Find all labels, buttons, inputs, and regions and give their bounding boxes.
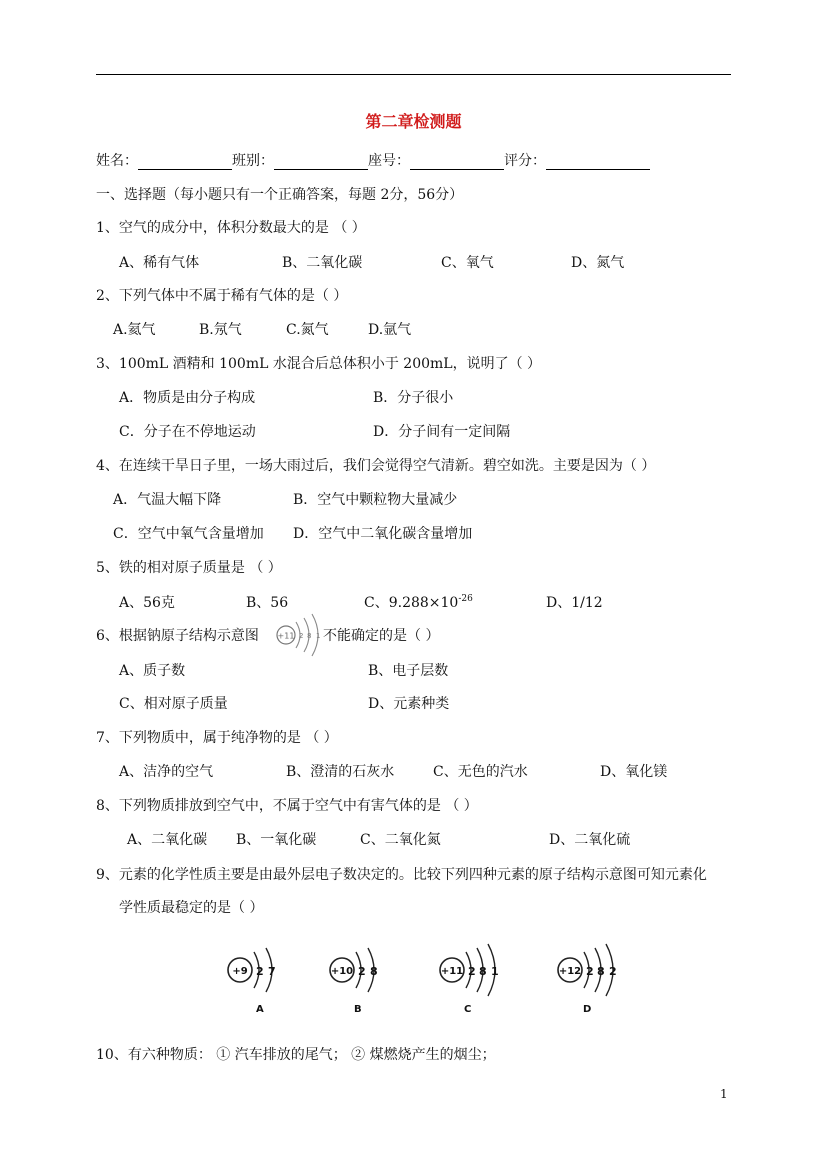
q7-option-b: B、澄清的石灰水 (286, 764, 395, 780)
q6-option-c: C、相对原子质量 (119, 696, 228, 712)
q5-option-b: B、56 (246, 595, 289, 611)
q6-option-a: A、质子数 (119, 663, 186, 679)
q8-option-c: C、二氧化氮 (360, 832, 441, 848)
atom-diagram-a (222, 940, 312, 1020)
q5-option-c (364, 594, 473, 612)
atom-c-shell-2-count: 8 (479, 965, 487, 978)
sodium-atom-diagram (274, 612, 326, 658)
atom-d-shell-2-count: 8 (597, 965, 605, 978)
atom-d-shell-3-count: 2 (609, 965, 617, 978)
q1-option-b: B、二氧化碳 (282, 255, 363, 271)
q2-option-a: A.氦气 (113, 322, 156, 338)
q2-option-c: C.氮气 (286, 322, 329, 338)
sodium-nucleus-label: +11 (277, 631, 295, 641)
atom-c-nucleus-label: +11 (440, 966, 464, 977)
question-10-stem: 10、有六种物质： ① 汽车排放的尾气； ② 煤燃烧产生的烟尘； (96, 1047, 496, 1063)
q4-option-a: A．气温大幅下降 (113, 492, 222, 508)
sodium-shell-3-count: 1 (316, 632, 321, 640)
name-blank[interactable] (138, 155, 232, 170)
q5-option-c-exponent: -26 (458, 594, 473, 604)
q5-option-a: A、56克 (119, 595, 175, 611)
section-header: 一、选择题（每小题只有一个正确答案，每题 2分，56分） (96, 187, 464, 203)
question-7-stem: 7、下列物质中，属于纯净物的是 （ ） (96, 730, 338, 746)
question-8-stem: 8、下列物质排放到空气中，不属于空气中有害气体的是 （ ） (96, 798, 478, 814)
score-blank[interactable] (546, 155, 650, 170)
page-number: 1 (720, 1087, 728, 1101)
atom-d-shell-1-count: 2 (586, 965, 594, 978)
atom-b-shell-1-count: 2 (358, 965, 366, 978)
class-label: 班别： (232, 153, 274, 169)
q5-option-c-base: C、9.288×10 (364, 595, 459, 611)
question-9-stem-line-2: 学性质最稳定的是（ ） (119, 900, 264, 916)
student-info-line (96, 152, 650, 170)
atom-a-shell-2-count: 7 (268, 965, 276, 978)
q3-option-c: C．分子在不停地运动 (119, 424, 256, 440)
atom-diagram-d (554, 940, 644, 1020)
atom-a-nucleus-label: +9 (232, 966, 248, 977)
q1-option-c: C、氧气 (441, 255, 494, 271)
q8-option-b: B、一氧化碳 (236, 832, 317, 848)
q6-option-d: D、元素种类 (368, 696, 450, 712)
q2-option-d: D.氩气 (368, 322, 412, 338)
atom-c-label: C (464, 1004, 472, 1015)
q4-option-c: C．空气中氧气含量增加 (113, 526, 264, 542)
atom-b-label: B (354, 1004, 362, 1015)
question-6-stem-before: 6、根据钠原子结构示意图 (96, 628, 259, 644)
atom-d-label: D (583, 1004, 592, 1015)
q7-option-d: D、氧化镁 (600, 764, 668, 780)
sodium-shell-2-count: 8 (307, 632, 312, 640)
q4-option-b: B．空气中颗粒物大量减少 (293, 492, 458, 508)
q5-option-d: D、1/12 (546, 595, 603, 611)
q3-option-b: B．分子很小 (373, 390, 454, 406)
q1-option-a: A、稀有气体 (119, 255, 200, 271)
seat-label: 座号： (368, 153, 410, 169)
atom-b-shell-2-count: 8 (370, 965, 378, 978)
question-3-stem: 3、100mL 酒精和 100mL 水混合后总体积小于 200mL，说明了（ ） (96, 356, 542, 372)
q7-option-a: A、洁净的空气 (119, 764, 214, 780)
atom-a-label: A (256, 1004, 264, 1015)
seat-blank[interactable] (410, 155, 504, 170)
q8-option-d: D、二氧化硫 (549, 832, 631, 848)
question-6-stem-after: 不能确定的是（ ） (323, 628, 440, 644)
question-1-stem: 1、空气的成分中，体积分数最大的是 （ ） (96, 220, 366, 236)
q1-option-d: D、氮气 (571, 255, 625, 271)
atom-c-shell-1-count: 2 (468, 965, 476, 978)
score-label: 评分： (504, 153, 546, 169)
atom-b-nucleus-label: +10 (330, 966, 354, 977)
atom-diagram-b (324, 940, 414, 1020)
question-9-stem-line-1: 9、元素的化学性质主要是由最外层电子数决定的。比较下列四种元素的原子结构示意图可知元素化 (96, 867, 707, 883)
q3-option-d: D．分子间有一定间隔 (373, 424, 511, 440)
name-label: 姓名： (96, 153, 138, 169)
question-5-stem: 5、铁的相对原子质量是 （ ） (96, 560, 282, 576)
header-rule (96, 74, 731, 75)
class-blank[interactable] (274, 155, 368, 170)
q7-option-c: C、无色的汽水 (433, 764, 528, 780)
page-title: 第二章检测题 (365, 112, 462, 131)
atom-a-shell-1-count: 2 (256, 965, 264, 978)
atom-d-nucleus-label: +12 (558, 966, 582, 977)
question-2-stem: 2、下列气体中不属于稀有气体的是（ ） (96, 288, 348, 304)
atom-diagram-c (434, 940, 524, 1020)
q3-option-a: A．物质是由分子构成 (119, 390, 256, 406)
atom-c-shell-3-count: 1 (491, 965, 499, 978)
q4-option-d: D．空气中二氧化碳含量增加 (293, 526, 473, 542)
sodium-shell-1-count: 2 (299, 632, 304, 640)
q8-option-a: A、二氧化碳 (127, 832, 208, 848)
q2-option-b: B.氖气 (199, 322, 242, 338)
question-4-stem: 4、在连续干旱日子里，一场大雨过后，我们会觉得空气清新。碧空如洗。主要是因为（ ） (96, 458, 656, 474)
q6-option-b: B、电子层数 (368, 663, 449, 679)
